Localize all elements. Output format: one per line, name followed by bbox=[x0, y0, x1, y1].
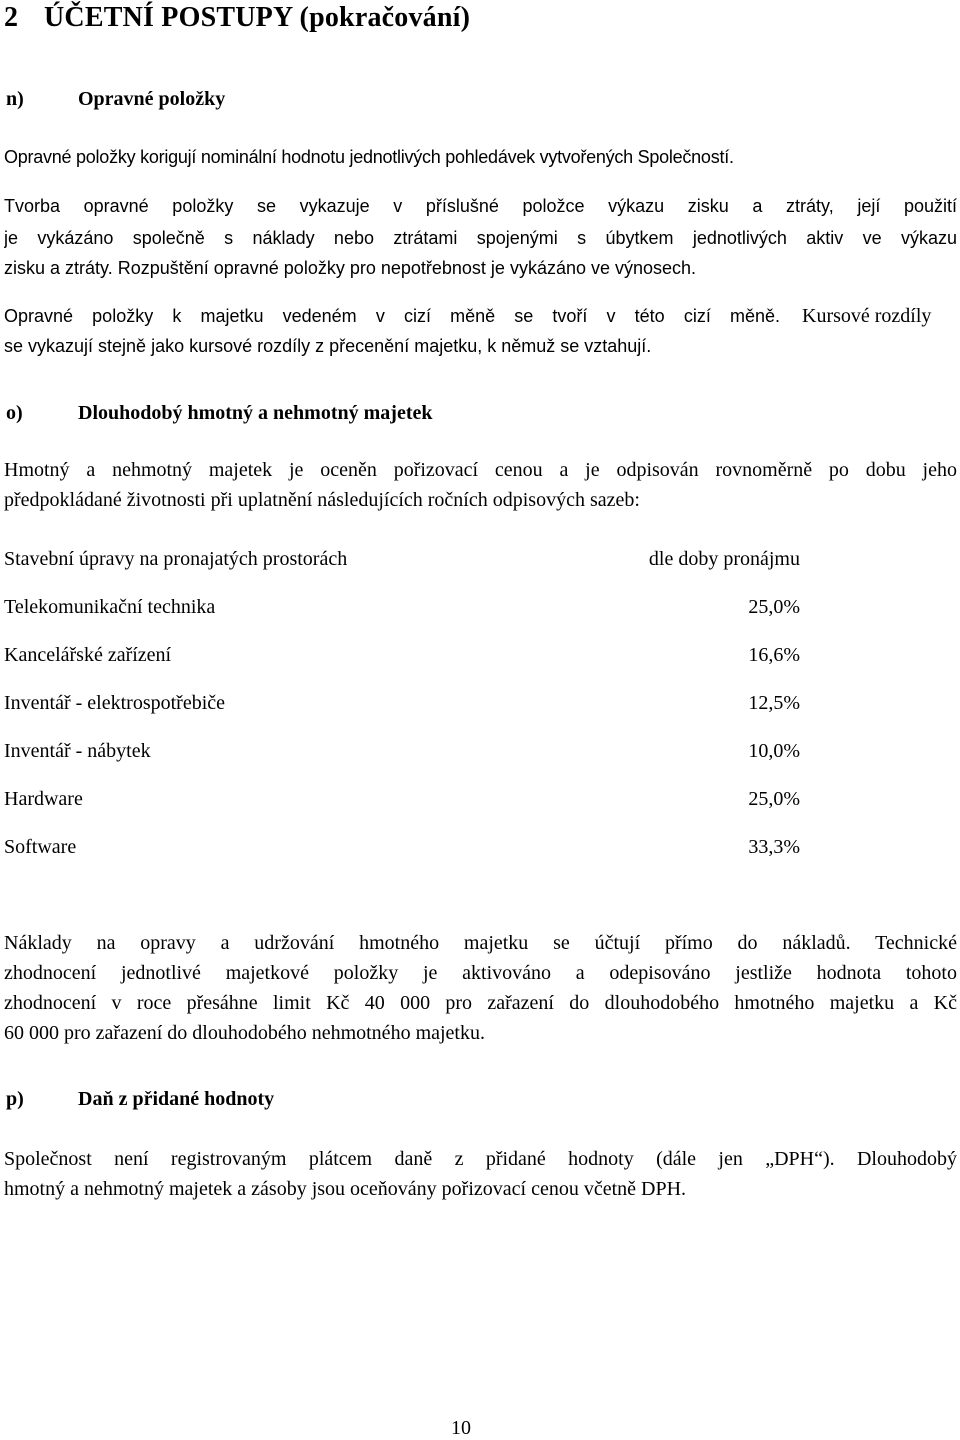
rate-value: 33,3% bbox=[748, 836, 800, 858]
paragraph-p-line-1: Společnost není registrovaným plátcem daně z přidané hodnoty (dále jen „DPH“). Dlouhodobý bbox=[4, 1148, 957, 1170]
paragraph-n-2-line-3: zisku a ztráty. Rozpuštění opravné položky pro nepotřebnost je vykázáno ve výnosech. bbox=[4, 258, 697, 278]
paragraph-n-2-line-1: Tvorba opravné položky se vykazuje v příslušné položce výkazu zisku a ztráty, její použití bbox=[4, 196, 957, 216]
rate-value: 25,0% bbox=[748, 788, 800, 810]
paragraph-o-closing-line-4: 60 000 pro zařazení do dlouhodobého nehmotného majetku. bbox=[4, 1022, 485, 1044]
rate-value: 10,0% bbox=[748, 740, 800, 762]
page-number: 10 bbox=[451, 1417, 471, 1439]
rate-label: Software bbox=[4, 836, 77, 858]
paragraph-n-3-line-2: se vykazují stejně jako kursové rozdíly z přecenění majetku, k němuž se vztahují. bbox=[4, 336, 652, 356]
paragraph-n-3-line-1-tail: Kursové rozdíly bbox=[802, 305, 932, 327]
rate-label: Inventář - nábytek bbox=[4, 740, 151, 762]
rate-label: Inventář - elektrospotřebiče bbox=[4, 692, 226, 714]
rate-label: Telekomunikační technika bbox=[4, 596, 216, 618]
paragraph-o-closing-line-1: Náklady na opravy a udržování hmotného majetku se účtují přímo do nákladů. Technické bbox=[4, 932, 957, 954]
section-number: 2 bbox=[4, 2, 19, 33]
paragraph-p-line-2: hmotný a nehmotný majetek a zásoby jsou oceňovány pořizovací cenou včetně DPH. bbox=[4, 1178, 687, 1200]
paragraph-o-intro-line-1: Hmotný a nehmotný majetek je oceněn pořizovací cenou a je odpisován rovnoměrně po dobu jeho bbox=[4, 459, 957, 481]
rate-value: 16,6% bbox=[748, 644, 800, 666]
paragraph-o-intro-line-2: předpokládané životnosti při uplatnění následujících ročních odpisových sazeb: bbox=[4, 489, 640, 511]
paragraph-n-1: Opravné položky korigují nominální hodnotu jednotlivých pohledávek vytvořených Společností. bbox=[4, 147, 734, 167]
paragraph-o-closing-line-2: zhodnocení jednotlivé majetkové položky je aktivováno a odepisováno jestliže hodnota tohoto bbox=[4, 962, 957, 984]
paragraph-o-closing-line-3: zhodnocení v roce přesáhne limit Kč 40 000 pro zařazení do dlouhodobého hmotného majetku a Kč bbox=[4, 992, 957, 1014]
section-o-heading bbox=[6, 402, 432, 425]
paragraph-n-2-line-2: je vykázáno společně s náklady nebo ztrátami spojenými s úbytkem jednotlivých aktiv ve výkazu bbox=[4, 228, 957, 248]
section-n-title: Opravné položky bbox=[78, 88, 226, 110]
section-p-letter: p) bbox=[6, 1088, 24, 1110]
rate-label: Hardware bbox=[4, 788, 83, 810]
rate-label: Stavební úpravy na pronajatých prostorách bbox=[4, 548, 348, 570]
page-title bbox=[4, 2, 470, 34]
section-p-title: Daň z přidané hodnoty bbox=[78, 1088, 275, 1110]
section-o-title: Dlouhodobý hmotný a nehmotný majetek bbox=[78, 402, 433, 424]
section-o-letter: o) bbox=[6, 402, 23, 424]
rate-value: 12,5% bbox=[748, 692, 800, 714]
section-title: ÚČETNÍ POSTUPY (pokračování) bbox=[44, 2, 471, 33]
section-n-letter: n) bbox=[6, 88, 24, 110]
rate-label: Kancelářské zařízení bbox=[4, 644, 172, 666]
paragraph-n-3-line-1: Opravné položky k majetku vedeném v cizí měně se tvoří v této cizí měně. bbox=[4, 306, 780, 326]
rate-value: 25,0% bbox=[748, 596, 800, 618]
rate-value: dle doby pronájmu bbox=[648, 548, 800, 570]
section-n-heading bbox=[6, 88, 225, 111]
section-p-heading bbox=[6, 1088, 274, 1111]
